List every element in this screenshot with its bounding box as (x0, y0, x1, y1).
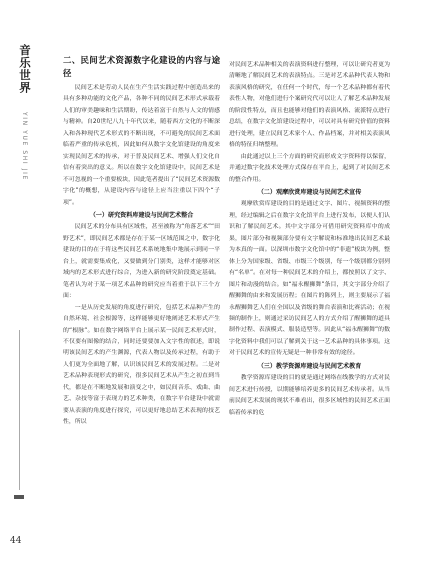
right-column (229, 60, 390, 419)
paragraph: 对民间艺术品种相关的表演资料进行整理，可以让研究者更为清晰地了解民间艺术的表演特点。三是对艺术品种代表人物和表演风格的研究，在任何一个时代，每一个艺术品种都有着代表性人物，对他们进行个案研究代可以让人了解艺术品种发展的阶段性特点，而且也能够对他们的表演风格、流派特点进行总结，在数字文化馆建设过程中，可以对具有研究价值的资料进行处理，建立民间艺术家个人、作品档案，并对相关表演风格的特征归纳整理。 (229, 62, 390, 149)
journal-pinyin: YIN YUE SHI JIE (21, 112, 28, 181)
sidebar-divider (19, 330, 20, 490)
left-column (63, 54, 220, 429)
journal-title: 音乐世界 (18, 44, 32, 94)
page-number: 44 (10, 536, 22, 546)
paragraph: 教学资源库建设的目的就是通过网络在线教学的方式对民间艺术进行传授，以期能够培养更多的民间艺术传承者。从当前民间艺术发展的现状不难看出，很多区域性的民间艺术正面临着传承的危 (229, 375, 390, 416)
paragraph: 由此通过以上三个方面的研究而形成文字资料得以保留，并通过数字化技术处理方式保存在平台上，起到了对民间艺术的整合作用。 (229, 153, 390, 183)
section-heading: 二、民间艺术资源数字化建设的内容与途径 (63, 55, 220, 78)
sidebar (0, 0, 44, 583)
subsection-heading: （三）教学资源库建设与民间艺术教育 (257, 362, 362, 370)
paragraph: 一是从历史发展的角度进行研究，包括艺术品种产生的自然环境、社会根源等，这样能够更好地阐述艺术形式产生的“根脉”。如在数字网络平台上展示某一民间艺术形式时，不仅要有图像的结合，同时还要要加入文字性的叙述，即说明该民间艺术的产生渊源，代表人物以及传承过程，有助于人们更为全面地了解，认识该民间艺术的发展过程。二是对艺术品种表现形式的研究，很多民间艺术从产生之初直到当代，都是在不断地发展和演变之中，如民间音乐、戏曲、曲艺、杂技等富于表现力的艺术种类，在数字平台建设中就需要从表演的角度进行探究，可以更好地总结艺术表现的技艺性，所以 (63, 304, 220, 426)
paragraph: 民间艺术的分布具有区域性，甚至被称为“角落艺术”“田野艺术”，即民间艺术都是存在于某一区域范围之中，数字化建设的目的在于将这些民间艺术系统地集中地展示到同一平台上，就需要集成化，又要做到分门别类，这样才能够对区域内的艺术形式进行综合，为进入新的研究阶段奠定基础。笔者认为对于某一项艺术品种的研究应当着重于以下三个方面： (63, 224, 220, 300)
sidebar-marker (14, 495, 24, 499)
paragraph: 观摩欣赏库建设的目的是通过文字、图片、视频资料的整理，经过编辑之后在数字文化馆平台上进行发布，以便人们认识和了解民间艺术。其中文字部分可借用研究资料库中的成果，图片部分和视频部分要有文字解说和标准地出民间艺术最为本真的一面。以深圳市数字文化馆中的“非遗”板块为例，整体上分为国家级、省级、市级三个级别，每一个级别都分别列有“名单”。在对每一种民间艺术的介绍上，都按照以了文字、图片和动漫的结合。如“福永醒狮舞”条目，其文字部分介绍了醒狮舞的由来和发展历程；在图片的陈列上，则主要展示了福永醒狮舞艺人们在全国以及省级的舞台表演和比赛活动；在视频的制作上，则通过采访民间艺人的方式介绍了醒狮舞的道具制作过程、表演模式、服装造型等。因此从“福永醒狮舞”的数字化资料中我们可以了解到关于这一艺术品种的具体事项。这对于民间艺术的宣传无疑是一种非常有效的途径。 (229, 201, 390, 357)
subsection-heading: （一）研究资料库建设与民间艺术整合 (89, 211, 194, 219)
subsection-heading: （二）观摩欣赏库建设与民间艺术宣传 (257, 188, 362, 196)
paragraph: 民间艺术是劳动人民在生产生活实践过程中创造出来的具有多种功能的文化产品，各种不同的民间艺术形式承载着人们的审美趣味和生活期盼，传达着富于自然与人文的情感与精神。自20世纪八九十年代以来，随着西方文化的不断深入和各种现代艺术形式的不断出现，不可避免的民间艺术面临着严重的传承危机，因此如何从数字文化馆建设的角度来实现民间艺术的传承，对于普及民间艺术、增强人们文化自信有着突出的意义。所以在数字文化馆建设中，民间艺术是不可忽视的一个重要板块，因此笔者提出了“民间艺术资源数字化”的概想，从建设内容与途径上应当注重以下四个“子项”。 (63, 85, 220, 206)
